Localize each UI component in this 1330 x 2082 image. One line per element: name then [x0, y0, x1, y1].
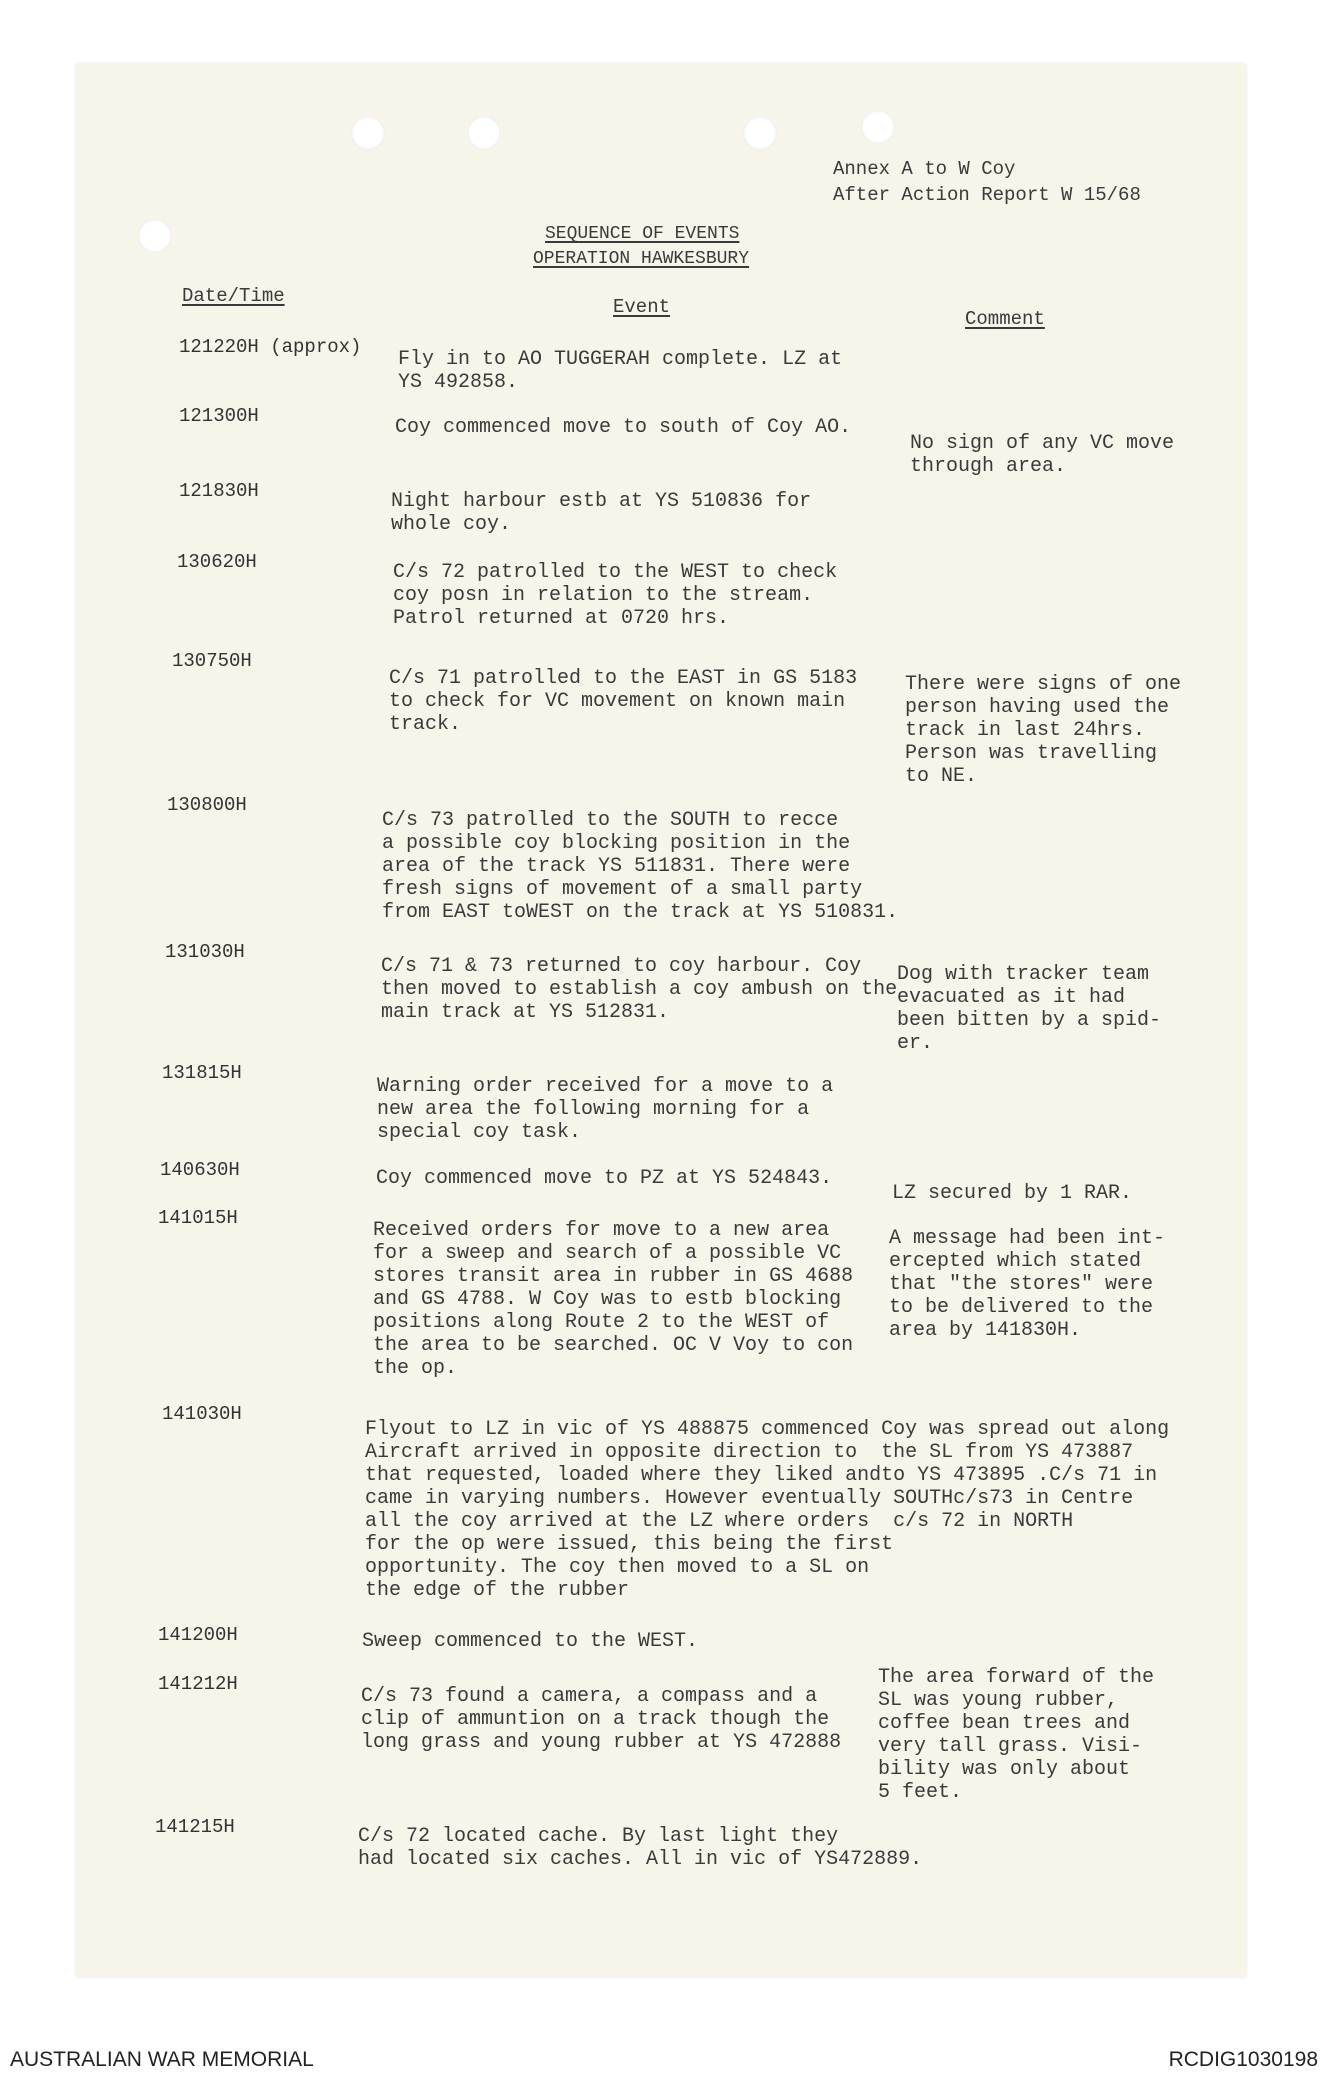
row-event-line: track.: [389, 713, 462, 736]
row-event-line: for a sweep and search of a possible VC: [373, 1242, 842, 1265]
row-event-line: the edge of the rubber: [365, 1579, 630, 1602]
row-event-line: and GS 4788. W Coy was to estb blocking: [373, 1288, 842, 1311]
row-event-line: Night harbour estb at YS 510836 for: [391, 490, 812, 513]
punch-hole: [743, 116, 777, 150]
row-datetime: 121220H (approx): [179, 336, 362, 358]
row-comment-line: bility was only about: [878, 1758, 1131, 1781]
row-event-line: stores transit area in rubber in GS 4688: [373, 1265, 854, 1288]
row-comment-line: A message had been int-: [889, 1227, 1166, 1250]
row-event-line: new area the following morning for a: [377, 1098, 810, 1121]
footer-source: AUSTRALIAN WAR MEMORIAL: [10, 2048, 314, 2071]
row-comment-line: been bitten by a spid-: [897, 1009, 1162, 1032]
row-datetime: 141015H: [158, 1207, 238, 1229]
row-comment-line: Person was travelling: [905, 742, 1158, 765]
row-event-line: to check for VC movement on known main: [389, 690, 846, 713]
row-event-line: Coy commenced move to PZ at YS 524843.: [376, 1167, 833, 1190]
row-event-line: from EAST toWEST on the track at YS 510831.: [382, 901, 899, 924]
row-datetime: 141200H: [158, 1624, 238, 1646]
row-event-line: C/s 72 patrolled to the WEST to check: [393, 561, 838, 584]
row-datetime: 131815H: [162, 1062, 242, 1084]
row-datetime: 141030H: [162, 1403, 242, 1425]
row-datetime: 121830H: [179, 480, 259, 502]
row-event-line: coy posn in relation to the stream.: [393, 584, 814, 607]
row-event-line: Aircraft arrived in opposite direction to the SL from YS 473887: [365, 1441, 1134, 1464]
operation-title: OPERATION HAWKESBURY: [533, 249, 750, 269]
row-event-line: Coy commenced move to south of Coy AO.: [395, 416, 852, 439]
row-comment-line: person having used the: [905, 696, 1170, 719]
row-event-line: area of the track YS 511831. There were: [382, 855, 851, 878]
row-comment-line: evacuated as it had: [897, 986, 1126, 1009]
row-event-line: Flyout to LZ in vic of YS 488875 commenced Coy was spread out along: [365, 1418, 1170, 1441]
row-event-line: a possible coy blocking position in the: [382, 832, 851, 855]
row-event-line: main track at YS 512831.: [381, 1001, 670, 1024]
row-comment-line: track in last 24hrs.: [905, 719, 1146, 742]
column-header-event: Event: [613, 296, 671, 318]
row-comment-line: er.: [897, 1032, 934, 1055]
row-comment-line: There were signs of one: [905, 673, 1182, 696]
row-event-line: Fly in to AO TUGGERAH complete. LZ at: [398, 348, 843, 371]
row-event-line: positions along Route 2 to the WEST of: [373, 1311, 830, 1334]
row-datetime: 140630H: [160, 1159, 240, 1181]
row-event-line: then moved to establish a coy ambush on the: [381, 978, 898, 1001]
row-event-line: YS 492858.: [398, 371, 519, 394]
row-datetime: 130620H: [177, 551, 257, 573]
row-event-line: clip of ammuntion on a track though the: [361, 1708, 830, 1731]
punch-hole: [861, 110, 895, 144]
row-comment-line: to NE.: [905, 765, 978, 788]
row-comment-line: LZ secured by 1 RAR.: [892, 1182, 1133, 1205]
footer-record-id: RCDIG1030198: [1168, 2048, 1318, 2071]
row-event-line: all the coy arrived at the LZ where orders c/s 72 in NORTH: [365, 1510, 1074, 1533]
row-event-line: had located six caches. All in vic of YS472889.: [358, 1848, 923, 1871]
row-event-line: Patrol returned at 0720 hrs.: [393, 607, 730, 630]
row-event-line: Warning order received for a move to a: [377, 1075, 834, 1098]
row-event-line: came in varying numbers. However eventually SOUTHc/s73 in Centre: [365, 1487, 1134, 1510]
row-event-line: for the op were issued, this being the first: [365, 1533, 894, 1556]
row-comment-line: to be delivered to the: [889, 1296, 1154, 1319]
row-comment-line: SL was young rubber,: [878, 1689, 1119, 1712]
row-event-line: Received orders for move to a new area: [373, 1219, 830, 1242]
row-comment-line: area by 141830H.: [889, 1319, 1082, 1342]
row-event-line: that requested, loaded where they liked andto YS 473895 .C/s 71 in: [365, 1464, 1158, 1487]
row-event-line: C/s 72 located cache. By last light they: [358, 1825, 839, 1848]
row-event-line: C/s 71 & 73 returned to coy harbour. Coy: [381, 955, 862, 978]
row-comment-line: 5 feet.: [878, 1781, 963, 1804]
row-datetime: 141212H: [158, 1673, 238, 1695]
row-event-line: the area to be searched. OC V Voy to con: [373, 1334, 854, 1357]
row-comment-line: Dog with tracker team: [897, 963, 1150, 986]
row-comment-line: that "the stores" were: [889, 1273, 1154, 1296]
row-datetime: 121300H: [179, 405, 259, 427]
column-header-datetime: Date/Time: [182, 285, 285, 307]
row-event-line: long grass and young rubber at YS 472888: [361, 1731, 842, 1754]
row-event-line: the op.: [373, 1357, 458, 1380]
punch-hole: [351, 116, 385, 150]
column-header-comment: Comment: [965, 308, 1045, 330]
row-event-line: C/s 73 patrolled to the SOUTH to recce: [382, 809, 839, 832]
row-datetime: 131030H: [165, 941, 245, 963]
row-event-line: whole coy.: [391, 513, 512, 536]
row-event-line: opportunity. The coy then moved to a SL on: [365, 1556, 870, 1579]
row-comment-line: The area forward of the: [878, 1666, 1155, 1689]
row-event-line: C/s 73 found a camera, a compass and a: [361, 1685, 818, 1708]
punch-hole: [467, 116, 501, 150]
row-comment-line: through area.: [910, 455, 1067, 478]
row-datetime: 130750H: [172, 650, 252, 672]
row-event-line: Sweep commenced to the WEST.: [362, 1630, 699, 1653]
row-datetime: 141215H: [155, 1816, 235, 1838]
row-event-line: C/s 71 patrolled to the EAST in GS 5183: [389, 667, 858, 690]
row-comment-line: very tall grass. Visi-: [878, 1735, 1143, 1758]
row-event-line: fresh signs of movement of a small party: [382, 878, 863, 901]
punch-hole: [138, 219, 172, 253]
row-datetime: 130800H: [167, 794, 247, 816]
document-title: SEQUENCE OF EVENTS: [545, 224, 740, 244]
row-comment-line: coffee bean trees and: [878, 1712, 1131, 1735]
annex-reference: Annex A to W Coy: [833, 158, 1016, 180]
row-event-line: special coy task.: [377, 1121, 582, 1144]
report-reference: After Action Report W 15/68: [833, 184, 1141, 206]
row-comment-line: ercepted which stated: [889, 1250, 1142, 1273]
row-comment-line: No sign of any VC move: [910, 432, 1175, 455]
